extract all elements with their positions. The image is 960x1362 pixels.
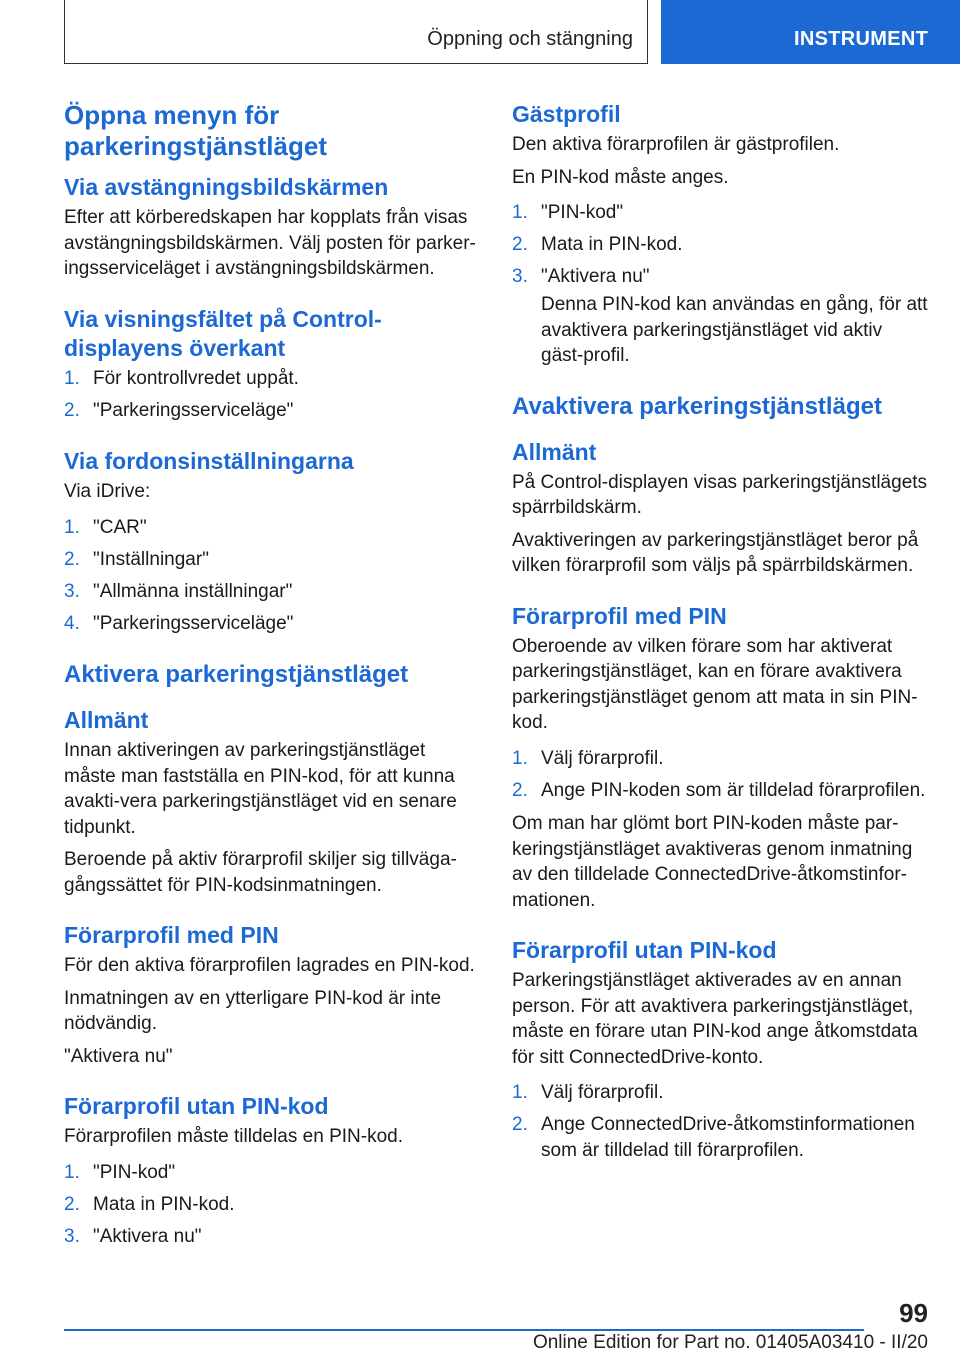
left-column: [64, 100, 482, 1257]
paragraph: Förarprofilen måste tilldelas en PIN-kod.: [64, 1126, 403, 1147]
list-item: 2. Mata in PIN-kod.: [512, 232, 928, 258]
step-number: 1.: [512, 1082, 528, 1103]
paragraph: Om man har glömt bort PIN-koden måste par‐keringstjänstläget avaktiveras genom inmatning av den tilldelade ConnectedDrive-åtkomstinfor‐mationen.: [512, 813, 913, 911]
paragraph: Den aktiva förarprofilen är gästprofilen.: [512, 134, 840, 155]
right-column: [512, 100, 928, 1171]
paragraph: Efter att körberedskapen har kopplats från visas avstängningsbildskärmen. Välj posten för parker‐ingsserviceläget i avstängningsbildskärmen.: [64, 207, 476, 279]
subhead-general: Allmänt: [64, 707, 149, 733]
header-chapter-tab[interactable]: INSTRUMENT: [661, 0, 960, 64]
list-item: 3. "Allmänna inställningar": [64, 579, 482, 605]
step-list: [64, 366, 482, 424]
section-title-activate: Aktivera parkeringstjänstläget: [64, 661, 409, 688]
paragraph: Avaktiveringen av parkeringstjänstläget beror på vilken förarprofil som väljs på spärrbildskärmen.: [512, 529, 919, 576]
subhead-profile-without-pin: Förarprofil utan PIN-kod: [64, 1093, 329, 1119]
step-number: 3.: [512, 266, 528, 287]
subhead-profile-with-pin: Förarprofil med PIN: [512, 602, 727, 629]
step-number: 2.: [512, 234, 528, 255]
step-number: 2.: [512, 779, 528, 801]
list-item: 1. "PIN-kod": [512, 200, 928, 226]
step-number: 2.: [64, 1193, 80, 1215]
paragraph: En PIN-kod måste anges.: [512, 166, 729, 188]
list-item: 1. "PIN-kod": [64, 1160, 482, 1186]
list-item: 1. Välj förarprofil.: [512, 746, 928, 772]
paragraph: Innan aktiveringen av parkeringstjänstläget måste man fastställa en PIN-kod, för att kunna avakti‐vera parkeringstjänstläget vid en senare tidpunkt.: [64, 740, 457, 838]
list-item: 4. "Parkeringsserviceläge": [64, 611, 482, 637]
subhead-display-bar: Via visningsfältet på Control-displayens överkant: [64, 305, 382, 361]
footer-divider: [64, 1329, 864, 1331]
page-number: 99: [899, 1298, 928, 1328]
step-note: Denna PIN-kod kan användas en gång, för att avaktivera parkeringstjänstläget vid aktiv gäst‐profil.: [541, 294, 928, 366]
paragraph: Via iDrive:: [64, 481, 151, 502]
subhead-shutdown-screen: Via avstängningsbildskärmen: [64, 174, 389, 200]
step-number: 1.: [64, 516, 80, 538]
paragraph: Beroende på aktiv förarprofil skiljer sig tillväga‐gångssättet för PIN-kodsinmatningen.: [64, 849, 457, 896]
section-title-open-menu: Öppna menyn för parkeringstjänstläget: [64, 100, 327, 161]
subhead-vehicle-settings: Via fordonsinställningarna: [64, 448, 354, 474]
step-number: 1.: [512, 202, 528, 223]
subhead-profile-with-pin: Förarprofil med PIN: [64, 922, 279, 948]
step-number: 2.: [64, 399, 80, 421]
paragraph: Oberoende av vilken förare som har aktiverat parkeringstjänstläget, kan en förare avaktivera parkeringstjänstläget genom att mata in sin PIN-kod.: [512, 635, 918, 733]
header-section-title: Öppning och stängning: [427, 28, 633, 50]
step-number: 4.: [64, 612, 80, 634]
step-number: 2.: [512, 1114, 528, 1135]
step-list: [512, 746, 928, 804]
list-item: 2. "Parkeringsserviceläge": [64, 398, 482, 424]
list-item: 1. Välj förarprofil.: [512, 1080, 928, 1106]
list-item: 1. För kontrollvredet uppåt.: [64, 366, 482, 392]
paragraph: "Aktivera nu": [64, 1045, 173, 1067]
subhead-general: Allmänt: [512, 438, 597, 465]
section-title-deactivate: Avaktivera parkeringstjänstläget: [512, 392, 882, 420]
step-number: 1.: [64, 367, 80, 389]
step-number: 2.: [64, 548, 80, 570]
list-item: 3. "Aktivera nu": [64, 1224, 482, 1250]
step-list: [512, 200, 928, 290]
step-number: 1.: [512, 747, 528, 769]
paragraph: För den aktiva förarprofilen lagrades en PIN-kod.: [64, 955, 475, 976]
step-number: 3.: [64, 1225, 80, 1247]
subhead-profile-without-pin: Förarprofil utan PIN-kod: [512, 937, 777, 963]
list-item: 1. "CAR": [64, 515, 482, 541]
footer-edition: Online Edition for Part no. 01405A03410 - II/20: [532, 1332, 928, 1353]
list-item: 2. Mata in PIN-kod.: [64, 1192, 482, 1218]
paragraph: Inmatningen av en ytterligare PIN-kod är inte nödvändig.: [64, 987, 442, 1034]
step-number: 1.: [64, 1161, 80, 1183]
paragraph: Parkeringstjänstläget aktiverades av en annan person. För att avaktivera parkeringstjänstläget, måste en förare utan PIN-kod ange åtkomstdata för sitt ConnectedDrive-konto.: [512, 970, 918, 1068]
header-section-box: [64, 0, 648, 64]
list-item: 3. "Aktivera nu": [512, 264, 928, 290]
list-item: 2. Ange ConnectedDrive-åtkomstinformationen som är tilldelad till förarprofilen.: [512, 1114, 915, 1161]
list-item: 2. "Inställningar": [64, 547, 482, 573]
paragraph: På Control-displayen visas parkeringstjänstlägets spärrbildskärm.: [512, 471, 928, 518]
subhead-guest-profile: Gästprofil: [512, 101, 621, 127]
step-list: [64, 1160, 482, 1250]
step-number: 3.: [64, 580, 80, 602]
step-list: [512, 1080, 928, 1163]
list-item: 2. Ange PIN-koden som är tilldelad förarprofilen.: [512, 778, 928, 804]
step-list: [64, 515, 482, 637]
